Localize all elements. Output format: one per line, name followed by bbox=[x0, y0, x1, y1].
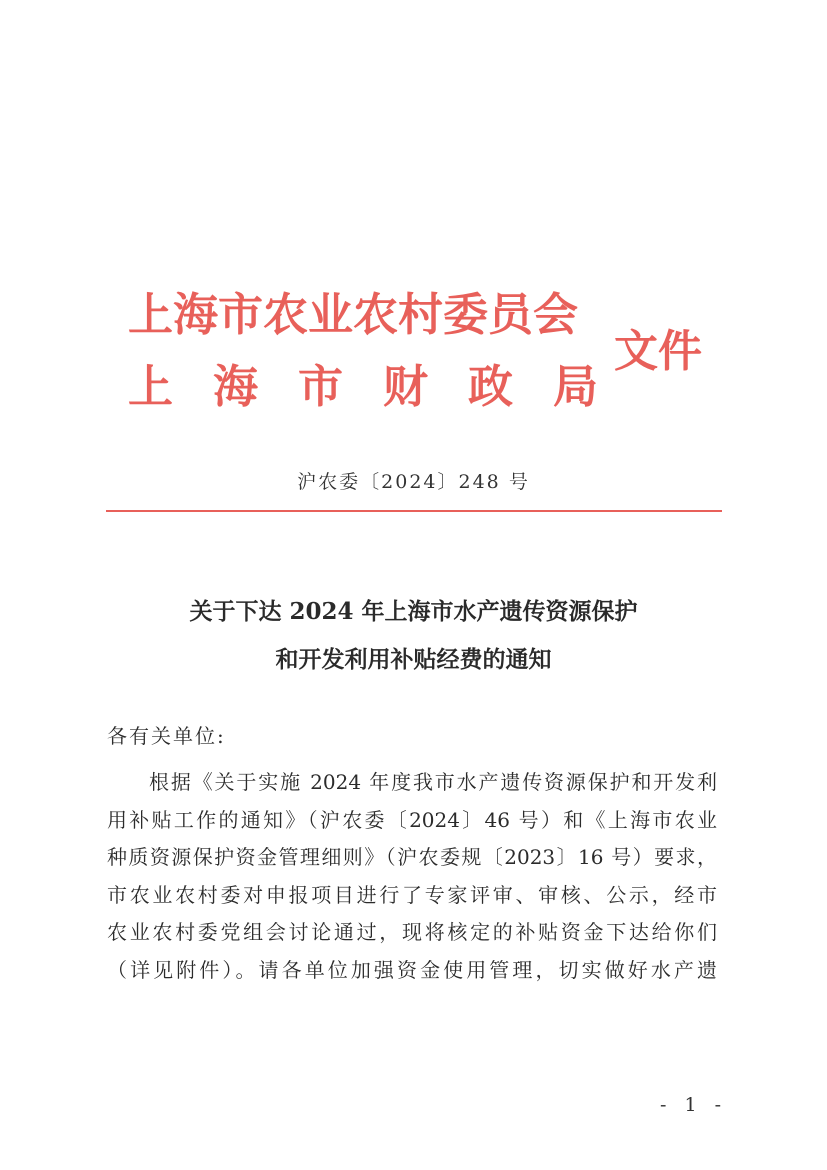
body-line: 市农业农村委对申报项目进行了专家评审、审核、公示，经市 bbox=[107, 882, 717, 907]
salutation: 各有关单位: bbox=[107, 724, 226, 748]
body-line: （详见附件）。请各单位加强资金使用管理，切实做好水产遗 bbox=[107, 957, 717, 982]
body-line: 用补贴工作的通知》（沪农委〔2024〕46 号）和《上海市农业 bbox=[107, 807, 717, 832]
issuer-header bbox=[118, 280, 718, 420]
document-title-line-2: 和开发利用补贴经费的通知 bbox=[275, 646, 552, 673]
header-divider bbox=[106, 510, 722, 512]
document-number: 沪农委〔2024〕248 号 bbox=[297, 471, 530, 493]
document-title-line-1: 关于下达 2024 年上海市水产遗传资源保护 bbox=[189, 598, 638, 625]
issuer-name-agriculture-committee: 上海市农业农村委员会 bbox=[128, 288, 579, 341]
page-number: - 1 - bbox=[660, 1094, 728, 1116]
body-line: 农业农村委党组会讨论通过，现将核定的补贴资金下达给你们 bbox=[107, 920, 717, 944]
body-line: 种质资源保护资金管理细则》（沪农委规〔2023〕16 号）要求， bbox=[107, 845, 717, 869]
issuer-name-finance-bureau: 上海市财政局 bbox=[128, 360, 639, 413]
document-type-label: 文件 bbox=[614, 326, 702, 377]
body-line: 根据《关于实施 2024 年度我市水产遗传资源保护和开发利 bbox=[149, 770, 717, 794]
body-paragraph bbox=[107, 764, 717, 989]
